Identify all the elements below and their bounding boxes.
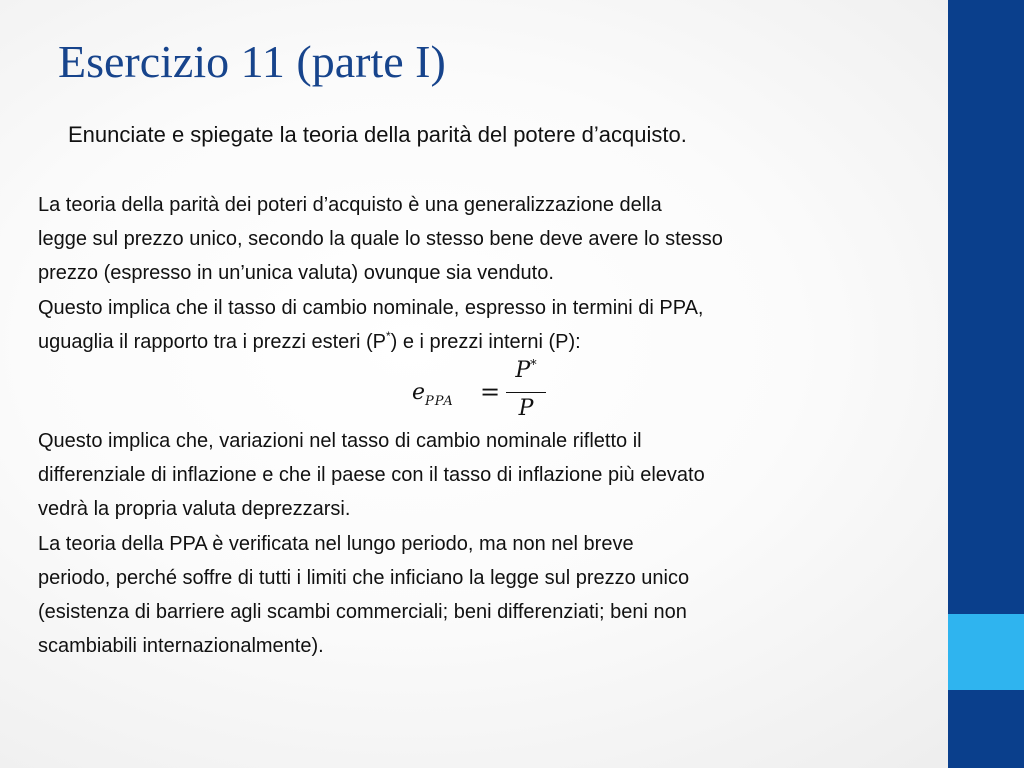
decorative-sidebar-accent xyxy=(948,614,1024,690)
formula-numerator-symbol: P xyxy=(515,358,531,383)
ppa-formula xyxy=(412,358,552,424)
answer-line: vedrà la propria valuta deprezzarsi. xyxy=(38,498,351,521)
answer-line: differenziale di inflazione e che il paese con il tasso di inflazione più elevato xyxy=(38,464,705,487)
answer-line: La teoria della PPA è verificata nel lungo periodo, ma non nel breve xyxy=(38,532,634,555)
answer-paragraph-2 xyxy=(38,424,918,663)
formula-lhs xyxy=(412,380,454,409)
answer-line: uguaglia il rapporto tra i prezzi esteri (P xyxy=(38,330,386,353)
answer-line: prezzo (espresso in un’unica valuta) ovunque sia venduto. xyxy=(38,262,554,285)
answer-line: scambiabili internazionalmente). xyxy=(38,635,324,658)
slide-title: Esercizio 11 (parte I) xyxy=(58,36,446,87)
answer-line: Questo implica che il tasso di cambio nominale, espresso in termini di PPA, xyxy=(38,296,704,319)
formula-denominator: P xyxy=(518,396,534,421)
asterisk-superscript: * xyxy=(385,328,391,343)
formula-equals: = xyxy=(480,378,501,406)
answer-line: periodo, perché soffre di tutti i limiti che inficiano la legge sul prezzo unico xyxy=(38,566,690,589)
answer-line: (esistenza di barriere agli scambi commerciali; beni differenziati; beni non xyxy=(38,601,687,624)
answer-line: ) e i prezzi interni (P): xyxy=(390,330,581,353)
answer-line: legge sul prezzo unico, secondo la quale lo stesso bene deve avere lo stesso xyxy=(38,228,723,251)
answer-line: Questo implica che, variazioni nel tasso di cambio nominale rifletto il xyxy=(38,430,642,452)
formula-numerator-superscript: * xyxy=(530,358,537,373)
answer-paragraph-1 xyxy=(38,188,918,361)
formula-lhs-subscript: PPA xyxy=(425,394,454,409)
fraction-bar xyxy=(506,392,546,393)
answer-line: La teoria della parità dei poteri d’acquisto è una generalizzazione della xyxy=(38,194,662,216)
formula-numerator xyxy=(506,358,546,387)
exercise-question: Enunciate e spiegate la teoria della parità del potere d’acquisto. xyxy=(68,122,687,147)
formula-lhs-symbol: e xyxy=(412,380,426,405)
